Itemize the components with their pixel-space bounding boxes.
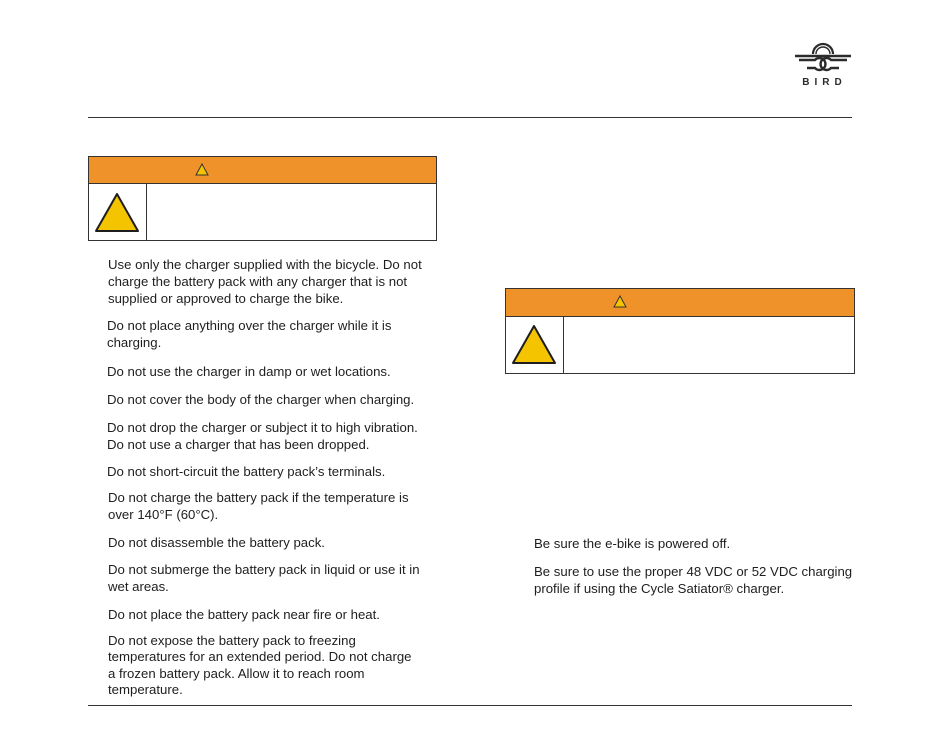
text-line: Be sure the e-bike is powered off. bbox=[534, 536, 731, 551]
warning-box-preparation bbox=[505, 288, 855, 374]
instruction-disassemble bbox=[108, 534, 325, 551]
text-line: Do not cover the body of the charger when charging. bbox=[107, 392, 415, 407]
instruction-cover-charger bbox=[107, 391, 414, 408]
text-line: over 140°F (60°C). bbox=[108, 507, 219, 522]
instruction-freezing bbox=[108, 633, 412, 698]
warning-box-charging bbox=[88, 156, 437, 241]
text-line: Do not place the battery pack near fire or heat. bbox=[108, 607, 380, 622]
warning-triangle-icon bbox=[195, 163, 209, 176]
text-line: Do not use a charger that has been dropped. bbox=[107, 437, 370, 452]
text-line: Do not use the charger in damp or wet locations. bbox=[107, 364, 391, 379]
text-line: temperature. bbox=[108, 681, 183, 697]
brand-name: BIRD bbox=[802, 77, 847, 88]
text-line: charging. bbox=[107, 335, 162, 350]
instruction-damp-locations bbox=[107, 363, 391, 380]
warning-triangle-icon bbox=[510, 323, 558, 367]
warning-triangle-icon bbox=[93, 191, 141, 235]
text-line: Do not submerge the battery pack in liquid or use it in bbox=[108, 562, 420, 577]
warning-icon-cell bbox=[506, 316, 564, 373]
text-line: Do not place anything over the charger while it is bbox=[107, 318, 392, 333]
text-line: charge the battery pack with any charger that is not bbox=[108, 274, 408, 289]
text-line: Do not charge the battery pack if the temperature is bbox=[108, 490, 409, 505]
text-line: wet areas. bbox=[108, 579, 169, 594]
instruction-drop-charger bbox=[107, 419, 418, 453]
instruction-submerge bbox=[108, 561, 420, 595]
warning-triangle-icon bbox=[613, 295, 627, 308]
warning-header bbox=[89, 157, 436, 184]
footer-rule bbox=[88, 705, 852, 706]
text-line: profile if using the Cycle Satiator® charger. bbox=[534, 581, 785, 596]
instruction-powered-off bbox=[534, 535, 730, 552]
instruction-nothing-over-charger bbox=[107, 317, 391, 351]
instruction-temperature bbox=[108, 489, 409, 523]
bird-logo bbox=[793, 40, 853, 94]
text-line: Do not disassemble the battery pack. bbox=[108, 535, 325, 550]
text-line: Be sure to use the proper 48 VDC or 52 VDC charging bbox=[534, 564, 853, 579]
text-line: Do not short-circuit the battery pack’s terminals. bbox=[107, 464, 386, 479]
text-line: Use only the charger supplied with the bicycle. Do not bbox=[108, 257, 422, 272]
text-line: Do not drop the charger or subject it to high vibration. bbox=[107, 420, 418, 435]
instruction-fire-heat bbox=[108, 606, 380, 623]
text-line: supplied or approved to charge the bike. bbox=[108, 291, 344, 306]
text-line: temperatures for an extended period. Do not charge bbox=[108, 649, 412, 665]
header-rule bbox=[88, 117, 852, 118]
bird-logo-icon bbox=[793, 40, 853, 76]
text-line: Do not expose the battery pack to freezing bbox=[108, 633, 356, 648]
text-line: a frozen battery pack. Allow it to reach room bbox=[108, 665, 365, 681]
instruction-short-circuit bbox=[107, 463, 385, 480]
warning-header bbox=[506, 289, 854, 317]
warning-icon-cell bbox=[89, 183, 147, 240]
instruction-charger-supplied bbox=[108, 256, 422, 307]
instruction-charging-profile bbox=[534, 563, 852, 597]
